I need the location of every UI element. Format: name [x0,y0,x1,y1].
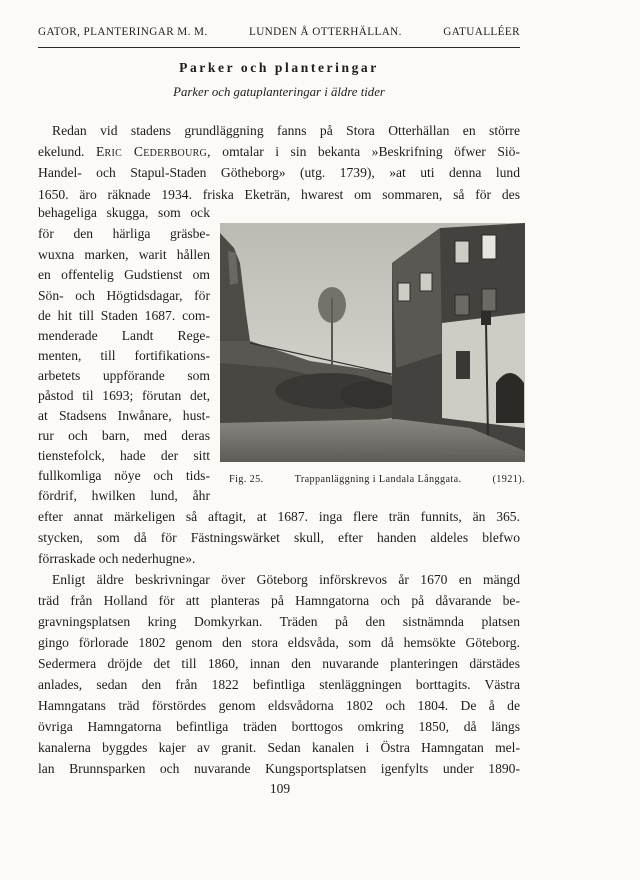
header-rule [38,47,520,48]
text-line: de hit till Staden 1687. com- [38,308,210,323]
text-line: menten, till fortifikations- [38,348,210,363]
text-line: fullkomliga nöye och tids- [38,468,210,483]
street-stairs-photo [220,223,525,462]
caption-text: Trappanläggning i Landala Långgata. [294,474,462,485]
text-line: tienstefolck, hade der sitt [38,448,210,463]
text-line: behageliga skugga, som ock [38,205,210,220]
text-line: wuxna marken, warit hållen [38,247,210,262]
text-line: anlades, sedan den från 1822 befintliga stenläggningen borttagits. Västra [38,677,520,692]
text-line: stycken, som då för Fästningswärket skull, efter handen aldeles blefwo [38,530,520,545]
figure-photo [220,223,525,462]
text-line: Handel- och Stapul-Staden Götheborg» (utg. 1739), »at uti denna lund [38,165,520,180]
text-line: at Stadsens Inwånare, hust- [38,408,210,423]
text-line: Redan vid stadens grundläggning fanns på Stora Otterhällan en större [52,123,520,138]
running-head-right: GATUALLÉER [443,26,520,38]
text-line: Enligt äldre beskrivningar över Göteborg införskrevos år 1670 en mängd [52,572,520,587]
text-line: menderade Landt Rege- [38,328,210,343]
text-line [38,142,520,162]
text-line: arbetets uppförande som [38,368,210,383]
text-line: Sön- och Högtidsdagar, för [38,288,210,303]
text-line: träd från Holland för att planteras på Hamngatorna och på dåvarande be- [38,593,520,608]
text-line: rur och barn, med deras [38,428,210,443]
text-line: övriga Hamngatorna befintliga träden borttogos omkring 1850, då längs [38,719,520,734]
figure-caption [229,474,525,485]
section-subtitle: Parker och gatuplanteringar i äldre tider [173,85,385,99]
text-line: påstod til 1693; förutan det, [38,388,210,403]
text-line: fördrif, hwilken lund, åhr [38,488,210,503]
running-head-left: GATOR, PLANTERINGAR M. M. [38,26,208,38]
text-fragment: ekelund. [38,144,85,159]
text-line: förraskade och nederhugne». [38,551,196,566]
running-head [38,26,520,38]
text-line: lan Brunnsparken och nuvarande Kungsportsplatsen igenfylts under 1890- [38,761,520,776]
author-name: Eric Cederbourg, [95,144,211,159]
text-fragment: omtalar i sin bekanta »Beskrifning öfwer Siö- [222,144,520,159]
text-line: en offentelig Gudstienst om [38,267,210,282]
text-line: kanalerna byggdes kajer av granit. Sedan kanalen i Östra Hamngatan mel- [38,740,520,755]
text-line: för den härliga gräsbe- [38,226,210,241]
caption-year: (1921). [492,474,525,485]
caption-label: Fig. 25. [229,474,264,485]
running-head-center: LUNDEN Å OTTERHÄLLAN. [248,26,402,38]
section-title: Parker och planteringar [179,60,379,75]
page-number: 109 [269,781,291,796]
text-line: gingo förlorade 1802 genom den stora eldsvåda, som då hemsökte Göteborg. [38,635,520,650]
text-line: 1650. äro räknade 1934. friska Eketrän, hwarest om sommaren, så för des [38,187,520,202]
text-line: efter annat märkeligen så aftagit, at 1687. inga flere trän funnits, än 365. [38,509,520,524]
text-line: gravningsplatsen kring Domkyrkan. Träden på den sistnämnda platsen [38,614,520,629]
text-line: Sedermera dröjde det till 1860, innan den nuvarande planteringen därstädes [38,656,520,671]
text-line: Hamngatans träd förstördes genom eldsvådorna 1802 och 1804. De å de [38,698,520,713]
